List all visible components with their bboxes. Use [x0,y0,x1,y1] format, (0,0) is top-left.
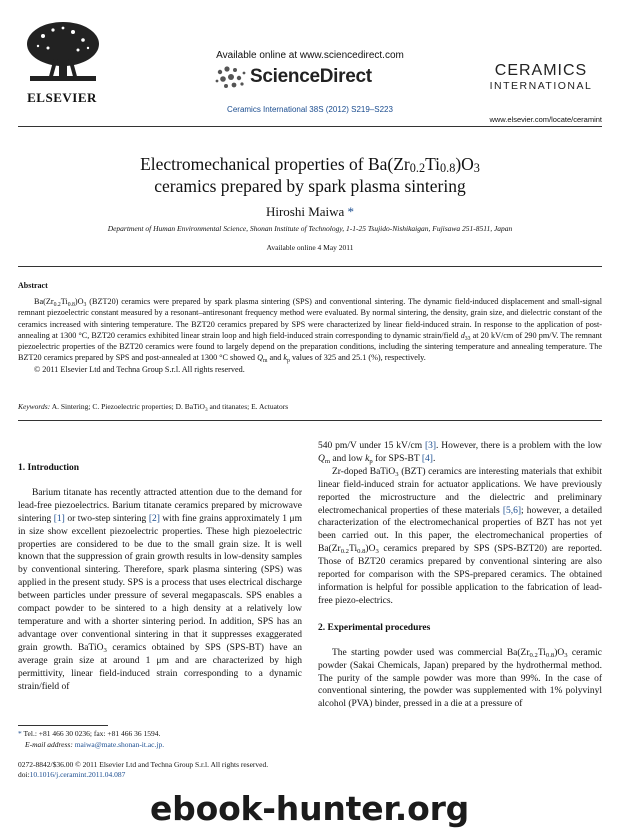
citation-link[interactable]: [3] [424,441,437,451]
author-footnote-link[interactable]: * [347,204,355,219]
section-heading-experimental: 2. Experimental procedures [318,622,431,633]
watermark-text: ebook-hunter.org [150,789,470,828]
section-heading-introduction: 1. Introduction [18,463,80,473]
email-link[interactable]: maiwa@mate.shonan-it.ac.jp. [74,740,165,749]
available-online-text: Available online at www.sciencedirect.com [216,50,404,61]
left-column: 1. Introduction Barium titanate has recently attracted attention due to the demand for lead-free piezoelectrics. Barium titanate ceramics prepared by microwave sintering [1] or two-step sintering [2] with fine grains approximately 1 μm in size show excellent piezoelectric properties. These high piezoelectric properties are considered to be due to the small grain size. It is well known that the suppression of grain growth results in low-density samples by conventional sintering. Therefore, spark plasma sintering (SPS) was applied in the present study. SPS is a process that uses electrical discharge between particles under pressure of several megapascals. SPS enables a compact powder to be sintered to a high density at a relatively low temperature and with a shorter sintering period. In addition, SPS has an advantage over conventional sintering in that it suppresses exaggerated grain growth. BaTiO$_3$ ceramics obtained by SPS (SPS-BT) have an average grain size at around 1 μm and are characterized by high permittivity, linear field-induced strain corresponding to a dynamic strain/field of [18,463,302,692]
citation-link[interactable]: [4] [421,453,433,464]
footnote-rule [18,725,108,726]
publisher-name: ELSEVIER [27,90,97,105]
doi-link[interactable]: 10.1016/j.ceramint.2011.04.087 [29,770,126,779]
corresponding-author-footnote: * Tel.: +81 466 30 0236; fax: +81 466 36 1594. E-mail address: maiwa@mate.shonan-it.ac.jp. [18,729,165,749]
sciencedirect-brand: ScienceDirect [250,66,372,87]
journal-brand-line2: INTERNATIONAL [489,80,593,92]
abstract-bottom-rule [18,420,602,421]
issn-line: 0272-8842/$36.00 © 2011 Elsevier Ltd and Techna Group S.r.l. All rights reserved. doi:10.1016/j.ceramint.2011.04.087 [18,760,269,779]
author-name: Hiroshi Maiwa * [265,204,355,219]
journal-url-link[interactable]: www.elsevier.com/locate/ceramint [489,115,602,124]
abstract-copyright: © 2011 Elsevier Ltd and Techna Group S.r.l. All rights reserved. [34,364,245,374]
journal-reference-link[interactable]: Ceramics International 38S (2012) S219–S223 [227,105,393,114]
keywords: Keywords: A. Sintering; C. Piezoelectric properties; D. BaTiO$_3$ and titanates; E. Actuators [18,402,289,413]
citation-link[interactable]: [2] [148,513,160,524]
abstract-heading: Abstract [18,281,48,290]
available-date: Available online 4 May 2011 [266,243,354,252]
affiliation: Department of Human Environmental Science, Shonan Institute of Technology, 1-1-25 Tsujido-Nishikaigan, Fujisawa 251-8511, Japan [107,224,513,233]
header-rule [18,126,602,127]
citation-link[interactable]: [5,6] [502,505,522,516]
citation-link[interactable]: [1] [53,513,65,524]
paper-title-line2: ceramics prepared by spark plasma sintering [154,176,466,196]
right-column: 540 pm/V under 15 kV/cm [3]. However, there is a problem with the low $Q_m$ and low $k_p$ for SPS-BT [4]. Zr-doped BaTiO$_3$ (BZT) ceramics are interesting materials that exhibit linear field-induced strain for actuator applications. We have previously reported the microstructure and the dielectric and preliminary electromechanical properties of these materials [5,6]; however, a detailed characterization of the electromechanical properties of BZT has not yet been carried out. In this paper, the electromechanical properties of $Ba(Zr_{0.2}Ti_{0.8})O_3$ ceramics prepared by SPS (SPS-BZT20) are reported. Those of BZT20 ceramics prepared by conventional sintering are also reported for comparison with the SPS-prepared ceramics. The obtained information is helpful for possible application to the fabrication of lead-free piezo-electrics. 2. Experimental procedures The starting powder used was commercial $Ba(Zr_{0.2}Ti_{0.8})O_3$ ceramic powder (Sakai Chemicals, Japan) prepared by the hydrothermal method. The purity of the sample powder was more than 99%. In the case of conventional sintering, the powder was supplemented with 1% polyvinyl alcohol (PVA) binder, pressed in a die at a pressure of [318,441,602,710]
abstract-top-rule [18,266,602,267]
abstract-body: $Ba(Zr_{0.2}Ti_{0.8})O_3$ (BZT20) ceramics were prepared by spark plasma sintering (SPS) and conventional sintering. The dynamic field-induced displacement and small-signal remnant piezoelectric constant measured by a resonant–antiresonant frequency method were evaluated. By normal sintering, the density, grain size, and dielectric constant of the ceramics increased with sintering temperature. The BZT20 ceramics prepared by SPS were characterized by linear field-induced strain. In response to the application of post-annealing at 1300 °C, BZT20 ceramics exhibited linear strain loop and high field-induced strain corresponding to dynamic strain/field $d_{33}$ at 20 kV/cm of 290 pm/V. The remnant piezoelectric properties of the BZT20 ceramics were found to largely depend on the preparation conditions, including the sintering temperature and annealing temperature. The BZT20 ceramics prepared by SPS and post-annealed at 1300 °C showed $Q_m$ and $k_p$ values of 325 and 25.1 (%), respectively. © 2011 Elsevier Ltd and Techna Group S.r.l. All rights reserved. [18,297,603,374]
paper-title-line1: Electromechanical properties of $Ba(Zr_{0.2}Ti_{0.8})O_3$ [140,154,480,175]
journal-brand-line1: CERAMICS [494,62,588,79]
